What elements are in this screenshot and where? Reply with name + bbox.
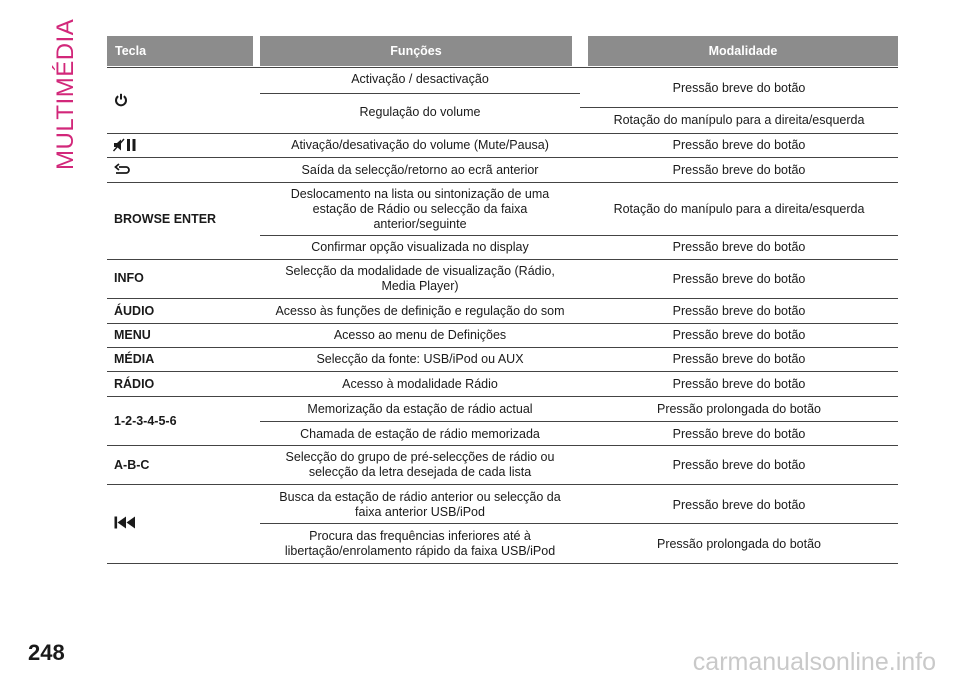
- function-text: Regulação do volume: [359, 105, 481, 119]
- mode-text: Pressão breve do botão: [672, 328, 806, 342]
- previous-track-icon: [114, 516, 136, 529]
- mode-text: Pressão breve do botão: [672, 427, 806, 441]
- row-rule: [107, 563, 898, 564]
- row-rule: [107, 259, 898, 260]
- mode-text: Pressão breve do botão: [672, 138, 806, 152]
- function-text: Acesso ao menu de Definições: [333, 328, 507, 342]
- function-text: Selecção da modalidade de visualização (Rádio,: [285, 264, 555, 278]
- row-rule: [107, 371, 898, 372]
- function-text: libertação/enrolamento rápido da faixa USB/iPod: [284, 544, 556, 558]
- mode-text: Pressão prolongada do botão: [656, 537, 821, 551]
- row-rule: [260, 93, 580, 94]
- function-text: faixa anterior USB/iPod: [355, 505, 485, 519]
- row-rule: [107, 133, 898, 134]
- mode-text: Pressão breve do botão: [672, 458, 806, 472]
- function-text: Selecção do grupo de pré-selecções de rádio ou: [285, 450, 555, 464]
- row-rule: [260, 235, 898, 236]
- function-text: selecção da letra desejada de cada lista: [308, 465, 532, 479]
- function-text: Ativação/desativação do volume (Mute/Pausa): [291, 138, 549, 152]
- function-text: Procura das frequências inferiores até à: [309, 529, 531, 543]
- function-text: Memorização da estação de rádio actual: [307, 402, 533, 416]
- function-text: Acesso às funções de definição e regulação do som: [275, 304, 565, 318]
- header-key: Tecla: [107, 36, 253, 66]
- mute-pause-icon: [113, 138, 137, 152]
- mode-text: Pressão breve do botão: [672, 81, 806, 95]
- row-rule: [107, 396, 898, 397]
- function-text: estação de Rádio ou selecção da faixa: [312, 202, 528, 216]
- row-rule: [580, 107, 898, 108]
- mode-text: Rotação do manípulo para a direita/esquerda: [613, 113, 865, 127]
- key-label: RÁDIO: [114, 377, 155, 391]
- function-text: Selecção da fonte: USB/iPod ou AUX: [316, 352, 524, 366]
- function-text: Activação / desactivação: [351, 72, 489, 86]
- function-text: Confirmar opção visualizada no display: [311, 240, 529, 254]
- row-rule: [107, 323, 898, 324]
- mode-text: Pressão breve do botão: [672, 352, 806, 366]
- back-icon: [114, 163, 130, 177]
- mode-text: Pressão breve do botão: [672, 163, 806, 177]
- key-label: ÁUDIO: [114, 304, 155, 318]
- header-mode: Modalidade: [588, 36, 898, 66]
- key-label: A-B-C: [114, 458, 150, 472]
- mode-text: Pressão breve do botão: [672, 304, 806, 318]
- mode-text: Pressão breve do botão: [672, 377, 806, 391]
- function-text: Chamada de estação de rádio memorizada: [300, 427, 540, 441]
- mode-text: Pressão prolongada do botão: [656, 402, 821, 416]
- mode-text: Pressão breve do botão: [672, 272, 806, 286]
- row-rule: [260, 421, 898, 422]
- header-functions: Funções: [260, 36, 572, 66]
- row-rule: [107, 298, 898, 299]
- row-rule: [260, 523, 898, 524]
- function-text: Acesso à modalidade Rádio: [342, 377, 498, 391]
- key-label: INFO: [114, 271, 144, 285]
- function-text: Busca da estação de rádio anterior ou selecção da: [279, 490, 561, 504]
- row-rule: [107, 182, 898, 183]
- key-label: MENU: [114, 328, 151, 342]
- watermark: carmanualsonline.info: [692, 648, 936, 676]
- row-rule: [107, 157, 898, 158]
- page-number: 248: [28, 640, 65, 665]
- function-text: Deslocamento na lista ou sintonização de uma: [290, 187, 550, 201]
- key-label: BROWSE ENTER: [114, 212, 217, 226]
- function-text: Saída da selecção/retorno ao ecrã anterior: [301, 163, 539, 177]
- function-text: anterior/seguinte: [373, 217, 467, 231]
- row-rule: [107, 347, 898, 348]
- key-label: 1-2-3-4-5-6: [114, 414, 177, 428]
- mode-text: Rotação do manípulo para a direita/esquerda: [613, 202, 865, 216]
- section-title: MULTIMÉDIA: [52, 18, 79, 170]
- row-rule: [107, 484, 898, 485]
- function-text: Media Player): [381, 279, 459, 293]
- mode-text: Pressão breve do botão: [672, 498, 806, 512]
- row-rule: [107, 445, 898, 446]
- mode-text: Pressão breve do botão: [672, 240, 806, 254]
- power-icon: [114, 93, 128, 107]
- key-label: MÉDIA: [114, 352, 155, 366]
- row-rule: [107, 67, 898, 68]
